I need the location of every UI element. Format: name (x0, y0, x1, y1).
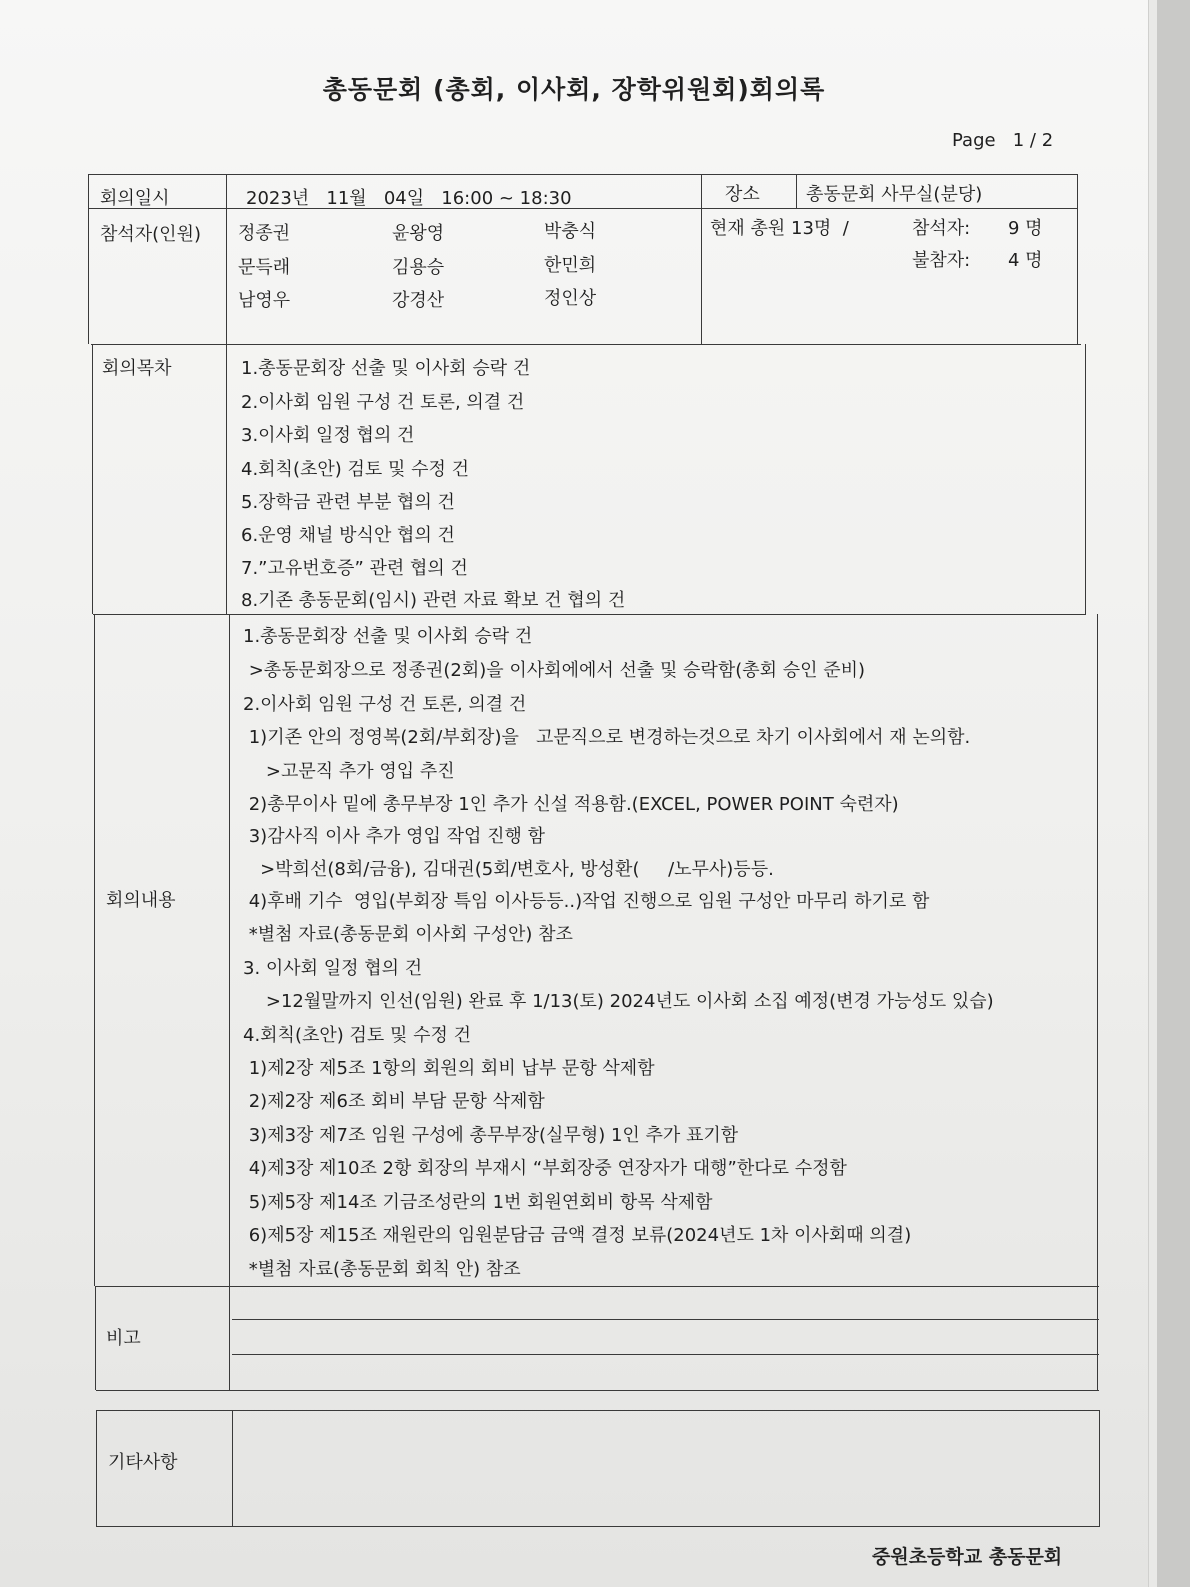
content-line: 1.총동문회장 선출 및 이사회 승락 건 (243, 626, 533, 647)
content-line: 3)제3장 제7조 임원 구성에 총무부장(실무형) 1인 추가 표기함 (243, 1125, 739, 1146)
absent-count: 4 명 (1008, 250, 1043, 271)
attendee-name: 남영우 (238, 290, 291, 311)
content-line: >고문직 추가 영입 추진 (243, 761, 455, 782)
content-line: 6)제5장 제15조 재원란의 임원분담금 금액 결정 보류(2024년도 1차 이사회때 의결) (243, 1225, 912, 1246)
agenda-item: 8.기존 총동문회(임시) 관련 자료 확보 건 협의 건 (241, 590, 626, 611)
etc-label: 기타사항 (108, 1452, 178, 1473)
content-line: >총동문회장으로 정종권(2회)을 이사회에에서 선출 및 승락함(총회 승인 준비) (243, 660, 866, 681)
attendee-name: 정인상 (544, 288, 597, 309)
document-title: 총동문회 (총회, 이사회, 장학위원회)회의록 (322, 75, 826, 104)
content-line: >12월말까지 인선(임원) 완료 후 1/13(토) 2024년도 이사회 소집 예정(변경 가능성도 있습) (243, 991, 994, 1012)
content-line: 4)후배 기수 영입(부회장 특임 이사등등..)작업 진행으로 임원 구성안 마무리 하기로 함 (243, 891, 930, 912)
agenda-item: 7.”고유번호증” 관련 협의 건 (241, 558, 468, 579)
content-line: 4)제3장 제10조 2항 회장의 부재시 “부회장중 연장자가 대행”한다로 수정함 (243, 1158, 847, 1179)
content-line: 4.회칙(초안) 검토 및 수정 건 (243, 1025, 471, 1046)
attendee-name: 윤왕영 (392, 223, 445, 244)
meeting-date-value: 2023년 11월 04일 16:00 ~ 18:30 (246, 188, 572, 209)
absent-label: 불참자: (912, 250, 971, 271)
content-line: 3. 이사회 일정 협의 건 (243, 958, 423, 979)
meeting-date-label: 회의일시 (100, 188, 170, 209)
content-line: 2.이사회 임원 구성 건 토론, 의결 건 (243, 694, 527, 715)
meeting-place-value: 총동문회 사무실(분당) (806, 184, 983, 205)
attendee-name: 김용승 (392, 257, 445, 278)
agenda-item: 3.이사회 일정 협의 건 (241, 425, 415, 446)
content-line: 1)제2장 제5조 1항의 회원의 회비 납부 문항 삭제함 (243, 1058, 655, 1079)
attendee-name: 정종권 (238, 223, 291, 244)
meeting-place-label: 장소 (725, 184, 760, 205)
content-label: 회의내용 (106, 890, 176, 911)
content-line: >박희선(8회/금융), 김대권(5회/변호사, 방성환( /노무사)등등. (243, 859, 774, 880)
content-line: *별첨 자료(총동문회 이사회 구성안) 참조 (243, 924, 573, 945)
attendee-name: 강경산 (392, 290, 445, 311)
content-line: 1)기존 안의 정영복(2회/부회장)을 고문직으로 변경하는것으로 차기 이사회에서 재 논의함. (243, 727, 971, 748)
page-indicator: Page 1 / 2 (952, 130, 1054, 151)
agenda-label: 회의목차 (102, 358, 172, 379)
second-sheet-edge (1148, 0, 1157, 1587)
content-line: 2)제2장 제6조 회비 부담 문항 삭제함 (243, 1091, 545, 1112)
agenda-item: 1.총동문회장 선출 및 이사회 승락 건 (241, 358, 531, 379)
content-line: 3)감사직 이사 추가 영입 작업 진행 함 (243, 826, 545, 847)
content-line: 2)총무이사 밑에 총무부장 1인 추가 신설 적용함.(EXCEL, POWER POINT 숙련자) (243, 794, 899, 815)
present-count: 9 명 (1008, 218, 1043, 239)
remarks-label: 비고 (106, 1328, 141, 1349)
attendee-name: 박충식 (544, 221, 597, 242)
content-line: *별첨 자료(총동문회 회칙 안) 참조 (243, 1259, 521, 1280)
content-line: 5)제5장 제14조 기금조성란의 1번 회원연회비 항목 삭제함 (243, 1192, 713, 1213)
attendance-total: 현재 총원 13명 / (710, 218, 849, 239)
present-label: 참석자: (912, 218, 971, 239)
agenda-item: 4.회칙(초안) 검토 및 수정 건 (241, 459, 469, 480)
organization-footer: 중원초등학교 총동문회 (872, 1546, 1063, 1568)
attendee-name: 한민희 (544, 255, 597, 276)
agenda-item: 2.이사회 임원 구성 건 토론, 의결 건 (241, 392, 525, 413)
attendance-label: 참석자(인원) (100, 224, 201, 245)
agenda-item: 6.운영 채널 방식안 협의 건 (241, 525, 455, 546)
agenda-item: 5.장학금 관련 부분 협의 건 (241, 492, 455, 513)
attendee-name: 문득래 (238, 257, 291, 278)
